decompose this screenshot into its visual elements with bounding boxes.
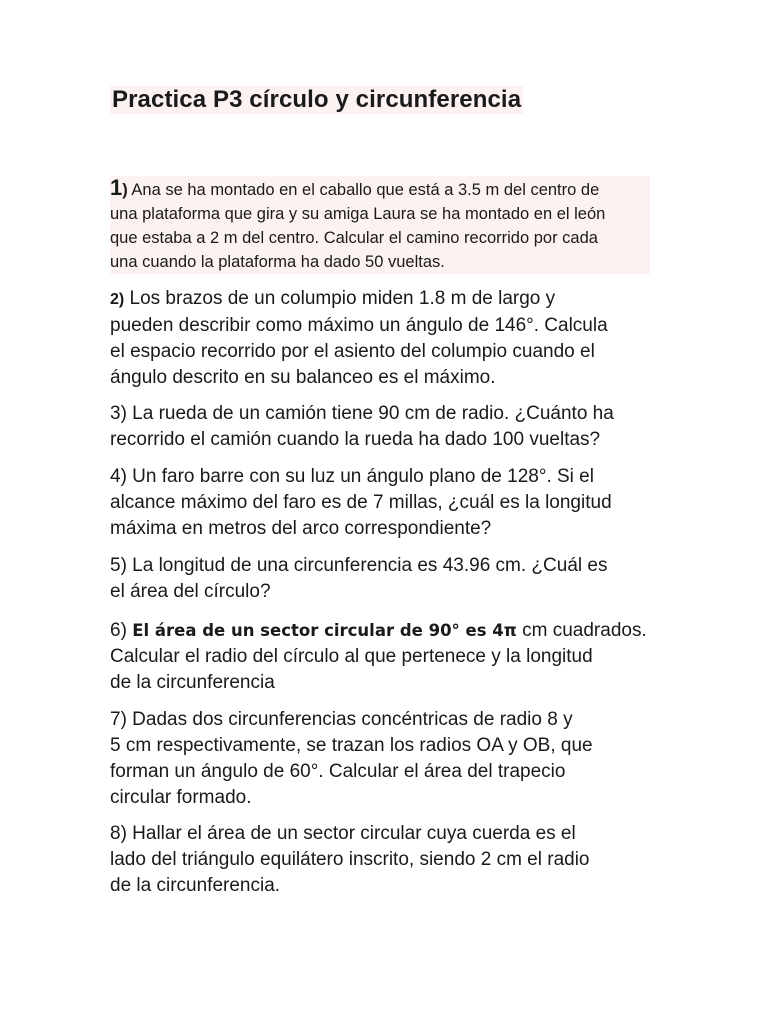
problem-2-line-2: pueden describir como máximo un ángulo de 146°. Calcula [110, 315, 608, 336]
problem-6-bold-text: El área de un sector circular de 90° es 4π [132, 621, 517, 640]
problem-6 [110, 618, 670, 696]
problem-4-line-3: máxima en metros del arco correspondiente? [110, 518, 492, 539]
problem-8-line-1: 8) Hallar el área de un sector circular cuya cuerda es el [110, 823, 576, 844]
problem-7-line-2: 5 cm respectivamente, se trazan los radios OA y OB, que [110, 735, 593, 756]
problem-2-line-1: Los brazos de un columpio miden 1.8 m de largo y [124, 288, 556, 309]
problem-3-line-1: 3) La rueda de un camión tiene 90 cm de radio. ¿Cuánto ha [110, 403, 614, 424]
problem-1-line-3: que estaba a 2 m del centro. Calcular el camino recorrido por cada [110, 229, 598, 247]
problem-7-line-1: 7) Dadas dos circunferencias concéntricas de radio 8 y [110, 709, 573, 730]
problem-7-line-3: forman un ángulo de 60°. Calcular el área del trapecio [110, 761, 566, 782]
problem-4 [110, 464, 670, 542]
problem-8 [110, 821, 670, 899]
problem-2-line-3: el espacio recorrido por el asiento del columpio cuando el [110, 341, 595, 362]
problem-1-line-1: Ana se ha montado en el caballo que está a 3.5 m del centro de [127, 181, 600, 199]
problem-1-number: 1 [110, 175, 123, 200]
problem-5 [110, 553, 670, 605]
problem-6-suffix: cm cuadrados. [516, 620, 647, 641]
problem-1-paren: ) [122, 181, 128, 199]
problem-7-line-4: circular formado. [110, 787, 252, 808]
problem-6-line-2: Calcular el radio del círculo al que pertenece y la longitud [110, 646, 593, 667]
problem-3 [110, 401, 670, 453]
problem-1-line-2: una plataforma que gira y su amiga Laura se ha montado en el león [110, 205, 606, 223]
problem-8-line-2: lado del triángulo equilátero inscrito, siendo 2 cm el radio [110, 849, 590, 870]
problem-1-line-4: una cuando la plataforma ha dado 50 vueltas. [110, 253, 445, 271]
problem-4-line-1: 4) Un faro barre con su luz un ángulo plano de 128°. Si el [110, 466, 594, 487]
problem-4-line-2: alcance máximo del faro es de 7 millas, ¿cuál es la longitud [110, 492, 612, 513]
problem-7 [110, 707, 670, 811]
problem-2 [110, 286, 670, 391]
problem-6-prefix: 6) [110, 620, 133, 641]
problem-2-number: 2) [110, 291, 125, 308]
problem-1 [110, 176, 650, 274]
page-title: Practica P3 círculo y circunferencia [112, 86, 522, 113]
problem-2-line-4: ángulo descrito en su balanceo es el máximo. [110, 367, 496, 388]
problem-3-line-2: recorrido el camión cuando la rueda ha dado 100 vueltas? [110, 429, 601, 450]
problem-5-line-2: el área del círculo? [110, 581, 271, 602]
problem-5-line-1: 5) La longitud de una circunferencia es 43.96 cm. ¿Cuál es [110, 555, 608, 576]
problem-6-line-3: de la circunferencia [110, 672, 275, 693]
problem-8-line-3: de la circunferencia. [110, 875, 281, 896]
